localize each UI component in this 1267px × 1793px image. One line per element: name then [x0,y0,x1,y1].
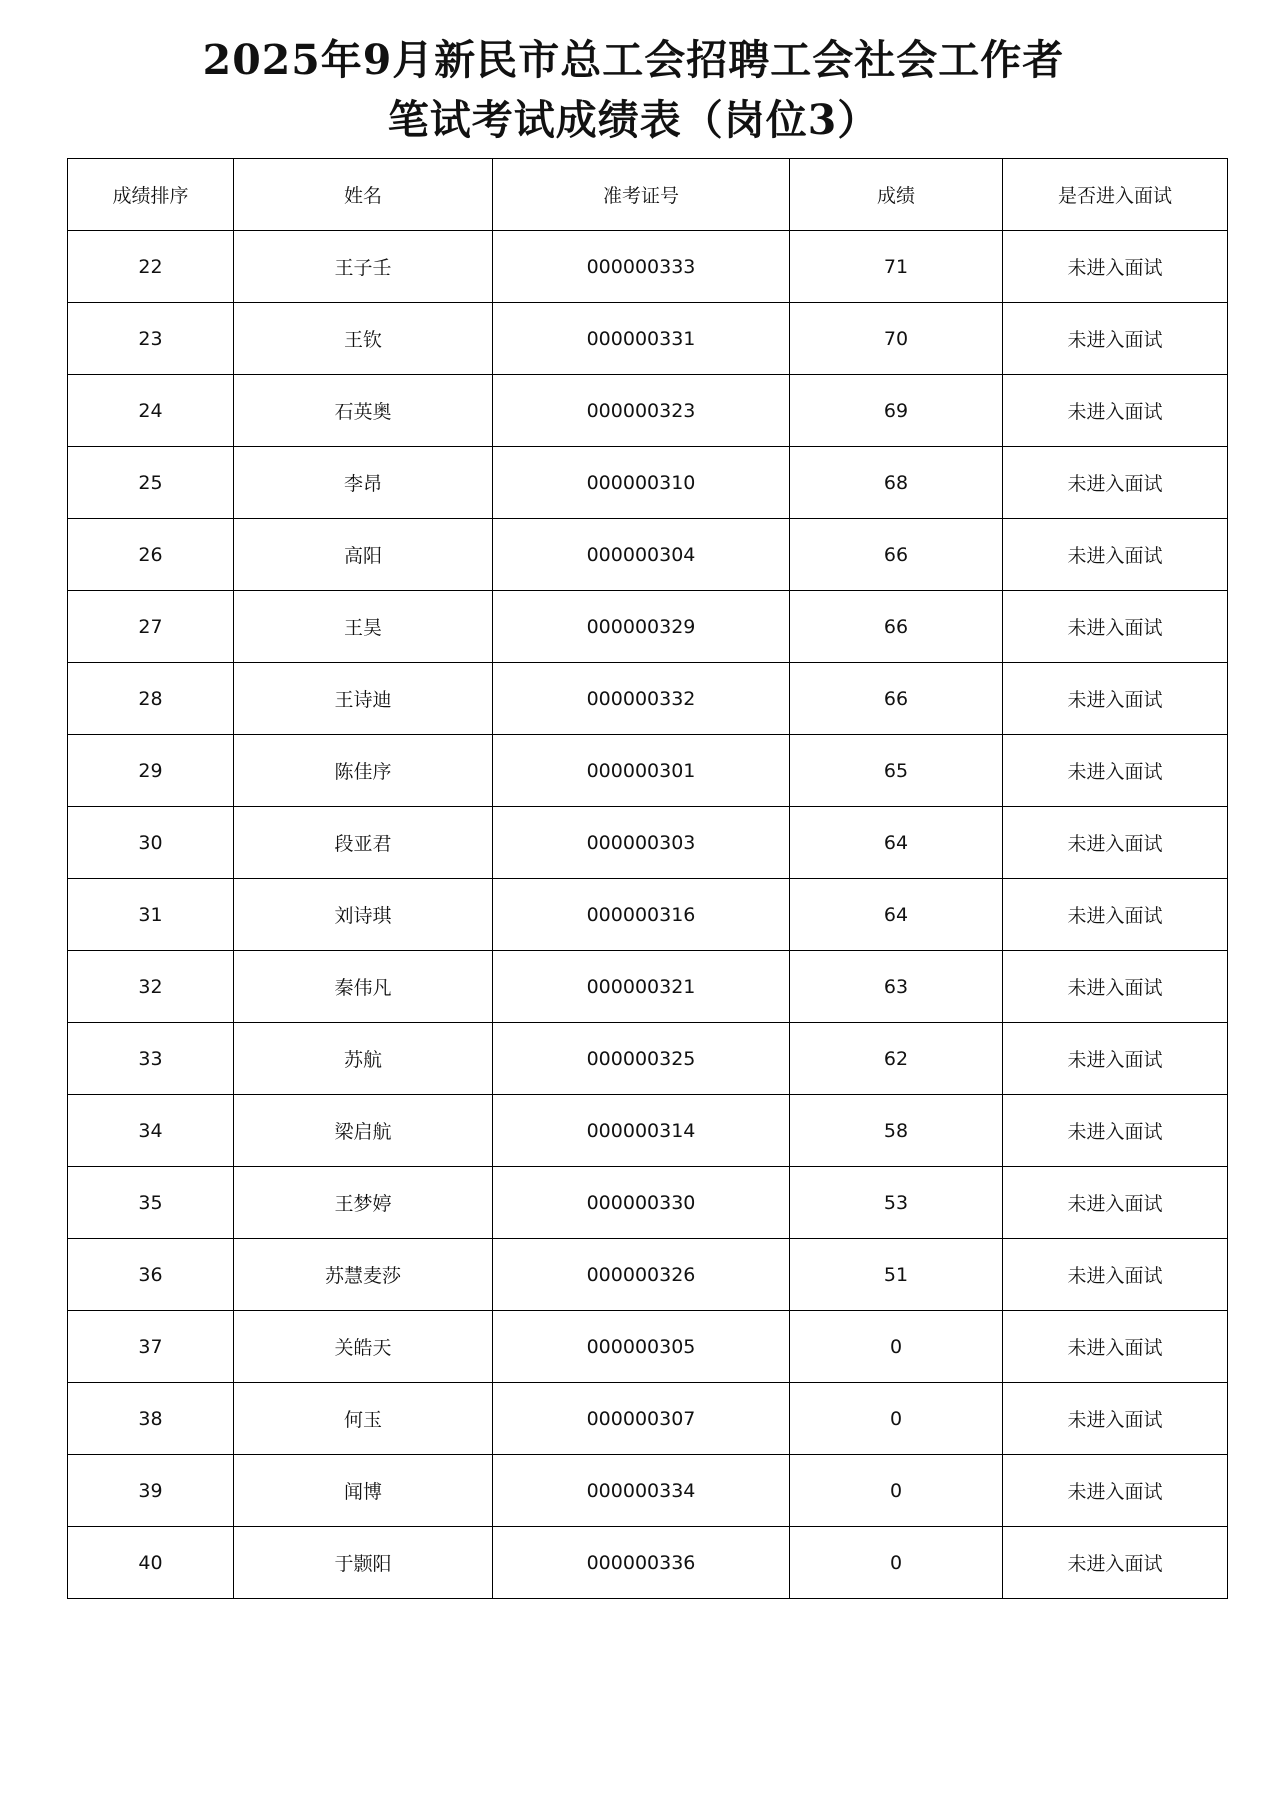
rank-cell: 40 [68,1527,234,1599]
table-row [68,303,1228,375]
table-row [68,1311,1228,1383]
interview-status-cell: 未进入面试 [1003,447,1228,519]
ticket-number-cell: 000000331 [493,303,790,375]
score-table [67,158,1228,1599]
rank-cell: 28 [68,663,234,735]
score-cell: 66 [790,663,1003,735]
name-cell: 苏航 [234,1023,493,1095]
table-row [68,1455,1228,1527]
interview-status-cell: 未进入面试 [1003,1311,1228,1383]
name-cell: 李昂 [234,447,493,519]
table-row [68,519,1228,591]
interview-status-cell: 未进入面试 [1003,663,1228,735]
table-row [68,375,1228,447]
interview-status-cell: 未进入面试 [1003,1527,1228,1599]
rank-cell: 35 [68,1167,234,1239]
name-cell: 石英奥 [234,375,493,447]
rank-cell: 34 [68,1095,234,1167]
name-cell: 刘诗琪 [234,879,493,951]
rank-cell: 39 [68,1455,234,1527]
ticket-number-cell: 000000326 [493,1239,790,1311]
name-cell: 何玉 [234,1383,493,1455]
table-row [68,951,1228,1023]
ticket-number-cell: 000000333 [493,231,790,303]
interview-status-cell: 未进入面试 [1003,951,1228,1023]
ticket-number-cell: 000000321 [493,951,790,1023]
score-cell: 0 [790,1311,1003,1383]
interview-status-cell: 未进入面试 [1003,879,1228,951]
title-line-1: 2025年9月新民市总工会招聘工会社会工作者 [202,36,1065,84]
score-cell: 66 [790,591,1003,663]
table-row [68,807,1228,879]
score-cell: 0 [790,1455,1003,1527]
rank-cell: 29 [68,735,234,807]
ticket-number-cell: 000000301 [493,735,790,807]
rank-cell: 36 [68,1239,234,1311]
interview-status-cell: 未进入面试 [1003,1167,1228,1239]
score-cell: 58 [790,1095,1003,1167]
table-row [68,591,1228,663]
ticket-number-cell: 000000304 [493,519,790,591]
score-cell: 63 [790,951,1003,1023]
name-cell: 王钦 [234,303,493,375]
ticket-number-cell: 000000330 [493,1167,790,1239]
name-cell: 梁启航 [234,1095,493,1167]
table-row [68,663,1228,735]
name-cell: 陈佳序 [234,735,493,807]
ticket-number-cell: 000000314 [493,1095,790,1167]
score-cell: 64 [790,807,1003,879]
header-interview-status: 是否进入面试 [1003,159,1228,231]
name-cell: 高阳 [234,519,493,591]
ticket-number-cell: 000000325 [493,1023,790,1095]
score-cell: 68 [790,447,1003,519]
header-score: 成绩 [790,159,1003,231]
interview-status-cell: 未进入面试 [1003,1455,1228,1527]
rank-cell: 37 [68,1311,234,1383]
name-cell: 秦伟凡 [234,951,493,1023]
ticket-number-cell: 000000334 [493,1455,790,1527]
table-row [68,1239,1228,1311]
table-body [68,231,1228,1599]
score-cell: 53 [790,1167,1003,1239]
table-row [68,1095,1228,1167]
score-cell: 62 [790,1023,1003,1095]
score-cell: 69 [790,375,1003,447]
rank-cell: 27 [68,591,234,663]
ticket-number-cell: 000000316 [493,879,790,951]
table-row [68,231,1228,303]
table-row [68,1023,1228,1095]
interview-status-cell: 未进入面试 [1003,1239,1228,1311]
score-cell: 51 [790,1239,1003,1311]
header-ticket-number: 准考证号 [493,159,790,231]
name-cell: 段亚君 [234,807,493,879]
rank-cell: 30 [68,807,234,879]
ticket-number-cell: 000000305 [493,1311,790,1383]
ticket-number-cell: 000000332 [493,663,790,735]
score-cell: 0 [790,1383,1003,1455]
name-cell: 关皓天 [234,1311,493,1383]
interview-status-cell: 未进入面试 [1003,807,1228,879]
ticket-number-cell: 000000310 [493,447,790,519]
table-row [68,1167,1228,1239]
interview-status-cell: 未进入面试 [1003,375,1228,447]
interview-status-cell: 未进入面试 [1003,519,1228,591]
page-title [0,30,1267,150]
score-cell: 65 [790,735,1003,807]
table-row [68,879,1228,951]
ticket-number-cell: 000000307 [493,1383,790,1455]
score-cell: 0 [790,1527,1003,1599]
interview-status-cell: 未进入面试 [1003,1023,1228,1095]
interview-status-cell: 未进入面试 [1003,591,1228,663]
ticket-number-cell: 000000323 [493,375,790,447]
ticket-number-cell: 000000329 [493,591,790,663]
name-cell: 闻博 [234,1455,493,1527]
table-header-row [68,159,1228,231]
title-line-2: 笔试考试成绩表（岗位3） [387,96,880,144]
name-cell: 于颢阳 [234,1527,493,1599]
table-row [68,1383,1228,1455]
table-row [68,1527,1228,1599]
header-rank: 成绩排序 [68,159,234,231]
name-cell: 王昊 [234,591,493,663]
rank-cell: 38 [68,1383,234,1455]
rank-cell: 25 [68,447,234,519]
interview-status-cell: 未进入面试 [1003,303,1228,375]
score-cell: 66 [790,519,1003,591]
name-cell: 王诗迪 [234,663,493,735]
name-cell: 王梦婷 [234,1167,493,1239]
rank-cell: 33 [68,1023,234,1095]
name-cell: 王子壬 [234,231,493,303]
rank-cell: 24 [68,375,234,447]
table-row [68,447,1228,519]
score-cell: 70 [790,303,1003,375]
ticket-number-cell: 000000303 [493,807,790,879]
score-cell: 64 [790,879,1003,951]
rank-cell: 31 [68,879,234,951]
table-row [68,735,1228,807]
rank-cell: 23 [68,303,234,375]
rank-cell: 32 [68,951,234,1023]
interview-status-cell: 未进入面试 [1003,231,1228,303]
score-cell: 71 [790,231,1003,303]
rank-cell: 26 [68,519,234,591]
interview-status-cell: 未进入面试 [1003,735,1228,807]
rank-cell: 22 [68,231,234,303]
header-name: 姓名 [234,159,493,231]
name-cell: 苏慧麦莎 [234,1239,493,1311]
interview-status-cell: 未进入面试 [1003,1383,1228,1455]
ticket-number-cell: 000000336 [493,1527,790,1599]
interview-status-cell: 未进入面试 [1003,1095,1228,1167]
